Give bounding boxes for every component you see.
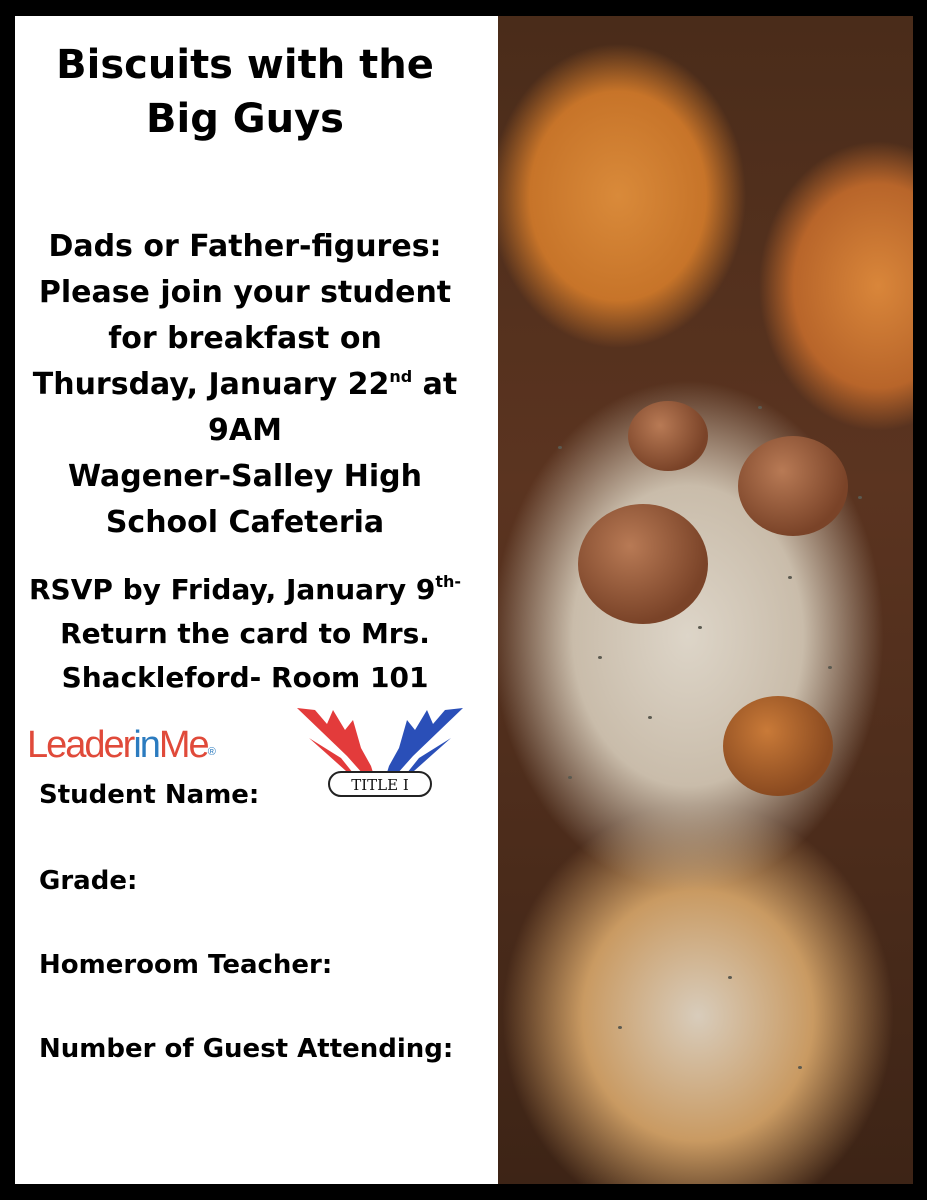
grade-label: Grade: — [39, 866, 138, 896]
flyer-frame — [15, 16, 913, 1184]
leader-in-me-logo — [27, 722, 216, 775]
rsvp-prefix: RSVP by Friday, January 9 — [28, 573, 436, 606]
title-line-1: Biscuits with the — [56, 42, 434, 88]
sausage-piece — [628, 401, 708, 471]
title-one-logo — [287, 696, 473, 808]
pepper-speck — [858, 496, 862, 499]
flyer-text-panel — [15, 16, 498, 1184]
date-suffix: at — [412, 367, 458, 402]
date-prefix: Thursday, January 22 — [32, 367, 390, 402]
title-line-2: Big Guys — [146, 96, 344, 142]
leader-logo-part-3: Me — [158, 724, 208, 766]
student-name-label: Student Name: — [39, 780, 260, 810]
title-one-text: TITLE I — [351, 776, 409, 794]
date-ordinal: nd — [389, 367, 413, 386]
biscuits-and-gravy-photo — [498, 16, 913, 1184]
rsvp-ordinal: th- — [435, 572, 462, 591]
leader-logo-part-2: in — [133, 724, 159, 766]
pepper-speck — [558, 446, 562, 449]
rsvp-line-3: Shackleford- Room 101 — [61, 661, 429, 694]
location-line-1: Wagener-Salley High — [67, 459, 423, 494]
sausage-piece — [578, 504, 708, 624]
pepper-speck — [698, 626, 702, 629]
pepper-speck — [598, 656, 602, 659]
invitation-text — [15, 224, 475, 546]
invite-line-3: for breakfast on — [108, 321, 382, 356]
pepper-speck — [798, 1066, 802, 1069]
registered-mark: ® — [207, 746, 216, 758]
event-date — [15, 362, 475, 408]
pepper-speck — [728, 976, 732, 979]
homeroom-teacher-label: Homeroom Teacher: — [39, 950, 333, 980]
rsvp-deadline — [15, 568, 475, 612]
rsvp-line-2: Return the card to Mrs. — [60, 617, 430, 650]
invite-line-1: Dads or Father-figures: — [48, 229, 442, 264]
flyer-title — [15, 38, 475, 146]
leader-logo-part-1: Leader — [27, 724, 134, 766]
rsvp-text — [15, 568, 475, 700]
event-time: 9AM — [208, 413, 282, 448]
pepper-speck — [568, 776, 572, 779]
pepper-speck — [828, 666, 832, 669]
sausage-piece — [738, 436, 848, 536]
location-line-2: School Cafeteria — [105, 505, 385, 540]
pepper-speck — [788, 576, 792, 579]
pepper-speck — [758, 406, 762, 409]
biscuit-crumb — [723, 696, 833, 796]
pepper-speck — [648, 716, 652, 719]
invite-line-2: Please join your student — [38, 275, 452, 310]
pepper-speck — [618, 1026, 622, 1029]
guest-count-label: Number of Guest Attending: — [39, 1034, 454, 1064]
